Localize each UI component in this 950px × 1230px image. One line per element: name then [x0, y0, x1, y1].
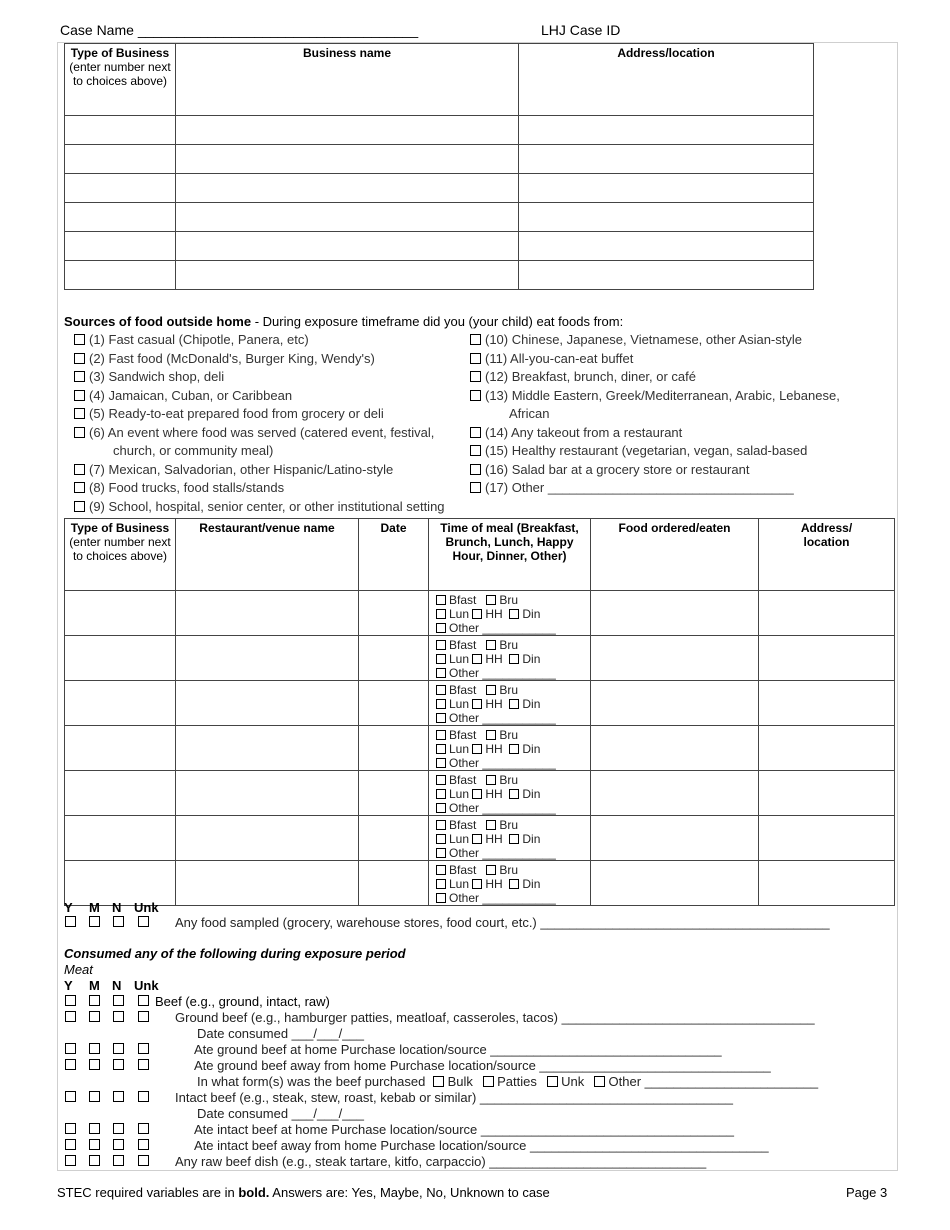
food-sampled-question: Any food sampled (grocery, warehouse stores, food court, etc.) ________________________________________: [175, 915, 830, 930]
intact-beef-date: Date consumed ___/___/___: [197, 1106, 364, 1121]
patties-checkbox[interactable]: [483, 1076, 494, 1087]
bfast-checkbox[interactable]: [436, 775, 446, 785]
maybe-checkbox[interactable]: [89, 1155, 100, 1166]
meal-cell[interactable]: Bfast Bru Lun HH Din Other ___________: [429, 726, 591, 771]
beef-form-question: In what form(s) was the beef purchased Bulk Patties Unk Other ________________________: [197, 1074, 819, 1089]
checkbox[interactable]: [470, 482, 481, 493]
food-cell[interactable]: [591, 861, 759, 906]
ground-beef-question: Ground beef (e.g., hamburger patties, meatloaf, casseroles, tacos) ___________________________________: [175, 1010, 815, 1025]
unknown-checkbox[interactable]: [138, 995, 149, 1006]
case-name-field[interactable]: [60, 22, 418, 38]
intact-away-question: Ate intact beef away from home Purchase location/source _________________________________: [194, 1138, 769, 1153]
address-header: Address/ location: [759, 519, 895, 591]
other-checkbox[interactable]: [436, 803, 446, 813]
checkbox[interactable]: [470, 371, 481, 382]
checkbox[interactable]: [74, 427, 85, 438]
type-cell[interactable]: [65, 771, 176, 816]
yes-checkbox[interactable]: [65, 995, 76, 1006]
hh-checkbox[interactable]: [472, 699, 482, 709]
yes-checkbox[interactable]: [65, 1043, 76, 1054]
source-left-option[interactable]: [74, 388, 292, 403]
lun-checkbox[interactable]: [436, 699, 446, 709]
option-label: (14) Any takeout from a restaurant: [485, 425, 683, 440]
source-right-option[interactable]: [470, 351, 633, 366]
option-label: (11) All-you-can-eat buffet: [485, 351, 634, 366]
type-cell[interactable]: [65, 636, 176, 681]
option-label: (15) Healthy restaurant (vegetarian, vegan, salad-based: [485, 443, 808, 458]
venue-cell[interactable]: [176, 681, 359, 726]
intact-home-question: Ate intact beef at home Purchase location/source ___________________________________: [194, 1122, 734, 1137]
option-label: (12) Breakfast, brunch, diner, or café: [485, 369, 696, 384]
checkbox[interactable]: [470, 445, 481, 456]
address-cell[interactable]: [759, 816, 895, 861]
date-cell[interactable]: [359, 681, 429, 726]
ground-beef-date: Date consumed ___/___/___: [197, 1026, 364, 1041]
no-checkbox[interactable]: [113, 1123, 124, 1134]
business-table: [64, 43, 814, 290]
source-left-option[interactable]: [74, 499, 445, 514]
address-location-header: Address/location: [519, 44, 814, 116]
option-label: (10) Chinese, Japanese, Vietnamese, other Asian-style: [485, 332, 802, 347]
address-cell[interactable]: [759, 771, 895, 816]
din-checkbox[interactable]: [509, 699, 519, 709]
type-cell[interactable]: [65, 174, 176, 203]
business-row: [65, 261, 814, 290]
unknown-checkbox[interactable]: [138, 916, 149, 927]
yes-checkbox[interactable]: [65, 1059, 76, 1070]
source-right-option[interactable]: [470, 369, 696, 384]
source-left-option[interactable]: [74, 480, 284, 495]
yes-checkbox[interactable]: [65, 1139, 76, 1150]
type-cell[interactable]: [65, 861, 176, 906]
maybe-checkbox[interactable]: [89, 1091, 100, 1102]
no-checkbox[interactable]: [113, 1091, 124, 1102]
lun-checkbox[interactable]: [436, 609, 446, 619]
type-cell[interactable]: [65, 591, 176, 636]
restaurant-row: [65, 591, 895, 636]
source-left-option: [113, 443, 273, 458]
no-checkbox[interactable]: [113, 1043, 124, 1054]
unknown-checkbox[interactable]: [138, 1011, 149, 1022]
unknown-checkbox[interactable]: [138, 1059, 149, 1070]
address-cell[interactable]: [519, 232, 814, 261]
address-cell[interactable]: [519, 261, 814, 290]
address-cell[interactable]: [519, 116, 814, 145]
sources-title: Sources of food outside home - During exposure timeframe did you (your child) eat foods from:: [64, 314, 624, 329]
venue-cell[interactable]: [176, 771, 359, 816]
no-checkbox[interactable]: [113, 916, 124, 927]
food-cell[interactable]: [591, 726, 759, 771]
hh-checkbox[interactable]: [472, 744, 482, 754]
source-right-option[interactable]: [470, 388, 840, 403]
maybe-checkbox[interactable]: [89, 1123, 100, 1134]
bru-checkbox[interactable]: [486, 595, 496, 605]
venue-cell[interactable]: [176, 816, 359, 861]
venue-cell[interactable]: [176, 726, 359, 771]
bfast-checkbox[interactable]: [436, 730, 446, 740]
date-cell[interactable]: [359, 861, 429, 906]
din-checkbox[interactable]: [509, 879, 519, 889]
venue-cell[interactable]: [176, 861, 359, 906]
case-name-label: Case Name: [60, 22, 134, 38]
date-header: Date: [359, 519, 429, 591]
address-cell[interactable]: [519, 145, 814, 174]
type-cell[interactable]: [65, 816, 176, 861]
option-label: (13) Middle Eastern, Greek/Mediterranean, Arabic, Lebanese,: [485, 388, 840, 403]
bru-checkbox[interactable]: [486, 640, 496, 650]
unknown-checkbox[interactable]: [138, 1139, 149, 1150]
address-cell[interactable]: [759, 681, 895, 726]
checkbox[interactable]: [74, 334, 85, 345]
source-right-option[interactable]: [470, 443, 807, 458]
checkbox[interactable]: [74, 408, 85, 419]
type-cell[interactable]: [65, 261, 176, 290]
yes-checkbox[interactable]: [65, 1011, 76, 1022]
source-right-option[interactable]: [470, 462, 749, 477]
lun-checkbox[interactable]: [436, 789, 446, 799]
lhj-case-id-label: LHJ Case ID: [541, 22, 621, 38]
option-label: (16) Salad bar at a grocery store or restaurant: [485, 462, 750, 477]
business-row: [65, 116, 814, 145]
option-label: African: [509, 406, 550, 421]
source-left-option[interactable]: [74, 369, 224, 384]
type-of-business-header: Type of Business (enter number next to choices above): [65, 44, 176, 116]
food-ordered-header: Food ordered/eaten: [591, 519, 759, 591]
type-cell[interactable]: [65, 203, 176, 232]
consumed-title: Consumed any of the following during exposure period: [64, 946, 406, 961]
hh-checkbox[interactable]: [472, 834, 482, 844]
type-cell[interactable]: [65, 116, 176, 145]
checkbox[interactable]: [470, 390, 481, 401]
bfast-checkbox[interactable]: [436, 640, 446, 650]
food-cell[interactable]: [591, 636, 759, 681]
type-cell[interactable]: [65, 232, 176, 261]
business-row: [65, 145, 814, 174]
bru-checkbox[interactable]: [486, 820, 496, 830]
bru-checkbox[interactable]: [486, 865, 496, 875]
source-left-option[interactable]: [74, 462, 393, 477]
option-label: (4) Jamaican, Cuban, or Caribbean: [89, 388, 293, 403]
meal-cell[interactable]: Bfast Bru Lun HH Din Other ___________: [429, 861, 591, 906]
option-label: church, or community meal): [113, 443, 274, 458]
source-right-option[interactable]: [470, 332, 802, 347]
maybe-checkbox[interactable]: [89, 916, 100, 927]
address-cell[interactable]: [759, 861, 895, 906]
meal-cell[interactable]: Bfast Bru Lun HH Din Other ___________: [429, 771, 591, 816]
other-checkbox[interactable]: [436, 713, 446, 723]
yes-checkbox[interactable]: [65, 1155, 76, 1166]
other-checkbox[interactable]: [594, 1076, 605, 1087]
other-checkbox[interactable]: [436, 893, 446, 903]
business-row: [65, 174, 814, 203]
option-label: (2) Fast food (McDonald's, Burger King, Wendy's): [89, 351, 375, 366]
meal-cell[interactable]: Bfast Bru Lun HH Din Other ___________: [429, 816, 591, 861]
yes-checkbox[interactable]: [65, 1091, 76, 1102]
maybe-checkbox[interactable]: [89, 1059, 100, 1070]
type-cell[interactable]: [65, 726, 176, 771]
business-name-cell[interactable]: [176, 232, 519, 261]
hh-checkbox[interactable]: [472, 654, 482, 664]
address-cell[interactable]: [759, 636, 895, 681]
unk-checkbox[interactable]: [547, 1076, 558, 1087]
no-checkbox[interactable]: [113, 1155, 124, 1166]
bfast-checkbox[interactable]: [436, 865, 446, 875]
checkbox[interactable]: [74, 353, 85, 364]
checkbox[interactable]: [74, 501, 85, 512]
address-cell[interactable]: [519, 174, 814, 203]
option-label: (3) Sandwich shop, deli: [89, 369, 225, 384]
meal-cell[interactable]: Bfast Bru Lun HH Din Other ___________: [429, 591, 591, 636]
checkbox[interactable]: [74, 464, 85, 475]
ground-away-question: Ate ground beef away from home Purchase location/source ________________________________: [194, 1058, 771, 1073]
time-of-meal-header: Time of meal (Breakfast, Brunch, Lunch, Happy Hour, Dinner, Other): [429, 519, 591, 591]
checkbox[interactable]: [74, 482, 85, 493]
restaurant-row: [65, 681, 895, 726]
type-cell[interactable]: [65, 145, 176, 174]
no-checkbox[interactable]: [113, 995, 124, 1006]
yes-checkbox[interactable]: [65, 916, 76, 927]
date-cell[interactable]: [359, 726, 429, 771]
bru-checkbox[interactable]: [486, 730, 496, 740]
no-checkbox[interactable]: [113, 1059, 124, 1070]
date-cell[interactable]: [359, 591, 429, 636]
source-right-option: [509, 406, 549, 421]
option-label: (6) An event where food was served (catered event, festival,: [89, 425, 435, 440]
type-of-business-header: Type of Business (enter number next to choices above): [65, 519, 176, 591]
din-checkbox[interactable]: [509, 609, 519, 619]
meat-label: Meat: [64, 962, 93, 977]
restaurant-row: [65, 636, 895, 681]
footer-note: STEC required variables are in bold. Answers are: Yes, Maybe, No, Unknown to case: [57, 1185, 550, 1200]
option-label: (7) Mexican, Salvadorian, other Hispanic/Latino-style: [89, 462, 394, 477]
yes-checkbox[interactable]: [65, 1123, 76, 1134]
intact-beef-question: Intact beef (e.g., steak, stew, roast, kebab or similar) ___________________________________: [175, 1090, 733, 1105]
bfast-checkbox[interactable]: [436, 685, 446, 695]
business-row: [65, 232, 814, 261]
no-checkbox[interactable]: [113, 1139, 124, 1150]
din-checkbox[interactable]: [509, 834, 519, 844]
venue-cell[interactable]: [176, 591, 359, 636]
source-left-option[interactable]: [74, 351, 375, 366]
type-cell[interactable]: [65, 681, 176, 726]
hh-checkbox[interactable]: [472, 609, 482, 619]
restaurant-row: [65, 816, 895, 861]
option-label: (9) School, hospital, senior center, or other institutional setting: [89, 499, 445, 514]
checkbox[interactable]: [74, 390, 85, 401]
restaurant-row: [65, 771, 895, 816]
bfast-checkbox[interactable]: [436, 595, 446, 605]
lun-checkbox[interactable]: [436, 834, 446, 844]
no-checkbox[interactable]: [113, 1011, 124, 1022]
beef-question: Beef (e.g., ground, intact, raw): [155, 994, 330, 1009]
food-cell[interactable]: [591, 591, 759, 636]
date-cell[interactable]: [359, 771, 429, 816]
business-name-header: Business name: [176, 44, 519, 116]
other-checkbox[interactable]: [436, 848, 446, 858]
source-left-option[interactable]: [74, 425, 434, 440]
date-cell[interactable]: [359, 816, 429, 861]
checkbox[interactable]: [470, 464, 481, 475]
bfast-checkbox[interactable]: [436, 820, 446, 830]
hh-checkbox[interactable]: [472, 789, 482, 799]
option-label: (1) Fast casual (Chipotle, Panera, etc): [89, 332, 309, 347]
maybe-checkbox[interactable]: [89, 1043, 100, 1054]
din-checkbox[interactable]: [509, 654, 519, 664]
source-right-option[interactable]: [470, 480, 794, 495]
unknown-checkbox[interactable]: [138, 1091, 149, 1102]
checkbox[interactable]: [470, 334, 481, 345]
business-name-cell[interactable]: [176, 116, 519, 145]
option-label: (5) Ready-to-eat prepared food from grocery or deli: [89, 406, 384, 421]
business-name-cell[interactable]: [176, 203, 519, 232]
source-left-option[interactable]: [74, 406, 384, 421]
option-label: (8) Food trucks, food stalls/stands: [89, 480, 285, 495]
page-number: Page 3: [846, 1185, 888, 1200]
food-cell[interactable]: [591, 771, 759, 816]
raw-beef-question: Any raw beef dish (e.g., steak tartare, kitfo, carpaccio) ______________________________: [175, 1154, 707, 1169]
source-right-option[interactable]: [470, 425, 682, 440]
restaurant-row: [65, 726, 895, 771]
source-left-option[interactable]: [74, 332, 309, 347]
checkbox[interactable]: [74, 371, 85, 382]
ground-home-question: Ate ground beef at home Purchase location/source ________________________________: [194, 1042, 722, 1057]
checkbox[interactable]: [470, 353, 481, 364]
address-cell[interactable]: [519, 203, 814, 232]
option-label: (17) Other __________________________________: [485, 480, 794, 495]
date-cell[interactable]: [359, 636, 429, 681]
case-name-blank: ____________________________________: [137, 22, 419, 38]
other-checkbox[interactable]: [436, 623, 446, 633]
venue-cell[interactable]: [176, 636, 359, 681]
checkbox[interactable]: [470, 427, 481, 438]
meal-cell[interactable]: Bfast Bru Lun HH Din Other ___________: [429, 636, 591, 681]
bulk-checkbox[interactable]: [433, 1076, 444, 1087]
restaurant-table: [64, 518, 895, 906]
lun-checkbox[interactable]: [436, 744, 446, 754]
maybe-checkbox[interactable]: [89, 1011, 100, 1022]
din-checkbox[interactable]: [509, 744, 519, 754]
unknown-checkbox[interactable]: [138, 1155, 149, 1166]
lun-checkbox[interactable]: [436, 879, 446, 889]
business-name-cell[interactable]: [176, 174, 519, 203]
maybe-checkbox[interactable]: [89, 1139, 100, 1150]
unknown-checkbox[interactable]: [138, 1123, 149, 1134]
hh-checkbox[interactable]: [472, 879, 482, 889]
address-cell[interactable]: [759, 591, 895, 636]
other-checkbox[interactable]: [436, 668, 446, 678]
bru-checkbox[interactable]: [486, 685, 496, 695]
maybe-checkbox[interactable]: [89, 995, 100, 1006]
food-cell[interactable]: [591, 681, 759, 726]
business-name-cell[interactable]: [176, 145, 519, 174]
business-name-cell[interactable]: [176, 261, 519, 290]
unknown-checkbox[interactable]: [138, 1043, 149, 1054]
meal-cell[interactable]: Bfast Bru Lun HH Din Other ___________: [429, 681, 591, 726]
din-checkbox[interactable]: [509, 789, 519, 799]
address-cell[interactable]: [759, 726, 895, 771]
food-cell[interactable]: [591, 816, 759, 861]
bru-checkbox[interactable]: [486, 775, 496, 785]
lun-checkbox[interactable]: [436, 654, 446, 664]
business-row: [65, 203, 814, 232]
other-checkbox[interactable]: [436, 758, 446, 768]
restaurant-venue-header: Restaurant/venue name: [176, 519, 359, 591]
restaurant-row: [65, 861, 895, 906]
